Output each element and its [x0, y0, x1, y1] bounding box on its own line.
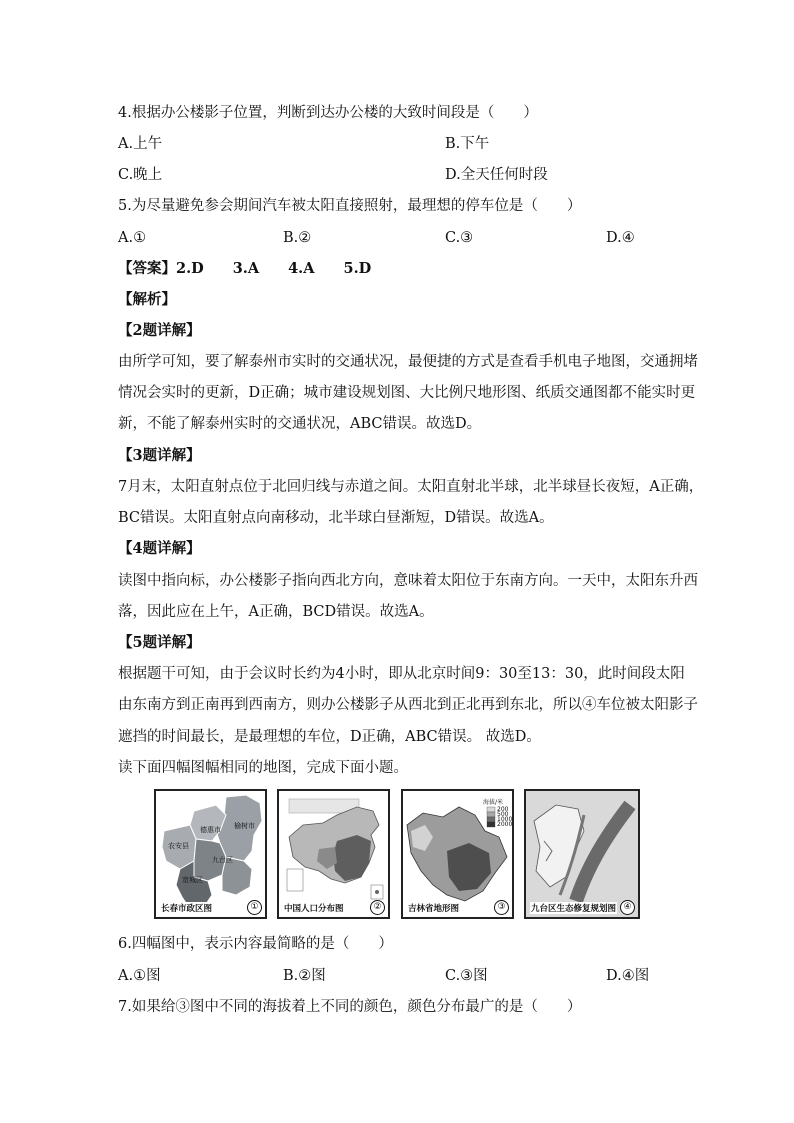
jiutai-map-shape — [526, 791, 640, 919]
q4-option-a: A.上午 — [118, 136, 163, 152]
explain-4-line: 读图中指向标，办公楼影子指向西北方向，意味着太阳位于东南方向。一天中，太阳东升西 — [118, 573, 698, 589]
legend-value: 200 — [497, 806, 509, 813]
q4-stem: 4.根据办公楼影子位置，判断到达办公楼的大致时间段是（ ） — [118, 105, 538, 121]
city-label: 榆树市 — [234, 822, 255, 830]
city-label: 九台区 — [212, 856, 233, 864]
q6-option-c: C.③图 — [445, 968, 488, 984]
q5-option-c: C.③ — [445, 230, 474, 246]
map-caption: 中国人口分布图 — [284, 904, 344, 914]
explain-2-heading: 【2题详解】 — [118, 322, 201, 339]
explain-3-line: BC错误。太阳直射点向南移动，北半球白昼渐短，D错误。故选A。 — [118, 510, 554, 526]
legend-value: 1000 — [497, 816, 513, 823]
explain-3-heading: 【3题详解】 — [118, 447, 201, 464]
map-china-population — [277, 789, 390, 919]
q6-stem: 6.四幅图中，表示内容最简略的是（ ） — [118, 936, 393, 952]
explain-5-line: 遮挡的时间最长，是最理想的车位，D正确，ABC错误。 故选D。 — [118, 729, 541, 745]
explain-5-heading: 【5题详解】 — [118, 634, 201, 651]
q6-option-b: B.②图 — [283, 968, 326, 984]
analysis-heading: 【解析】 — [118, 291, 176, 308]
city-label: 德惠市 — [200, 826, 221, 834]
q5-option-b: B.② — [283, 230, 312, 246]
legend-value: 500 — [497, 811, 509, 818]
map-number: ② — [370, 900, 385, 915]
map-figure-row — [154, 789, 642, 921]
q4-option-b: B.下午 — [445, 136, 490, 152]
map-number: ① — [247, 900, 262, 915]
q4-option-d: D.全天任何时段 — [445, 167, 548, 183]
q5-option-a: A.① — [118, 230, 147, 246]
explain-3-line: 7月末，太阳直射点位于北回归线与赤道之间。太阳直射北半球，北半球昼长夜短，A正确， — [118, 479, 704, 495]
q6-option-a: A.①图 — [118, 968, 161, 984]
explain-4-heading: 【4题详解】 — [118, 540, 201, 557]
map-caption: 长春市政区图 — [161, 904, 213, 914]
map-caption: 吉林省地形图 — [408, 904, 460, 914]
map-jiutai-ecology — [524, 789, 640, 919]
explain-2-line: 由所学可知，要了解泰州市实时的交通状况，最便捷的方式是查看手机电子地图，交通拥堵 — [118, 354, 698, 370]
answer-line: 【答案】2.D 3.A 4.A 5.D — [118, 260, 372, 277]
explain-5-line: 由东南方到正南再到西南方，则办公楼影子从西北到正北再到东北，所以④车位被太阳影子 — [118, 697, 698, 713]
city-label: 农安县 — [168, 842, 189, 850]
explain-2-line: 情况会实时的更新，D正确；城市建设规划图、大比例尺地形图、纸质交通图都不能实时更 — [118, 385, 696, 401]
city-label: 宽城区 — [182, 876, 203, 884]
legend-value: 2000 — [497, 821, 513, 828]
map-caption: 九台区生态修复规划图 — [531, 904, 617, 914]
map-changchun-districts — [154, 789, 267, 919]
maps-intro: 读下面四幅图幅相同的地图，完成下面小题。 — [118, 760, 408, 776]
explain-4-line: 落，因此应在上午，A正确，BCD错误。故选A。 — [118, 604, 434, 620]
q5-option-d: D.④ — [606, 230, 635, 246]
q4-option-c: C.晚上 — [118, 167, 163, 183]
map-number: ③ — [494, 900, 509, 915]
map-jilin-terrain — [401, 789, 514, 919]
legend-title: 海拔/米 — [483, 799, 504, 806]
q5-stem: 5.为尽量避免参会期间汽车被太阳直接照射，最理想的停车位是（ ） — [118, 198, 582, 214]
q6-option-d: D.④图 — [606, 968, 650, 984]
map-number: ④ — [620, 900, 635, 915]
q7-stem: 7.如果给③图中不同的海拔着上不同的颜色，颜色分布最广的是（ ） — [118, 999, 582, 1015]
explain-2-line: 新，不能了解泰州实时的交通状况，ABC错误。故选D。 — [118, 416, 482, 432]
explain-5-line: 根据题干可知，由于会议时长约为4小时，即从北京时间9：30至13：30，此时间段太阳 — [118, 666, 685, 682]
